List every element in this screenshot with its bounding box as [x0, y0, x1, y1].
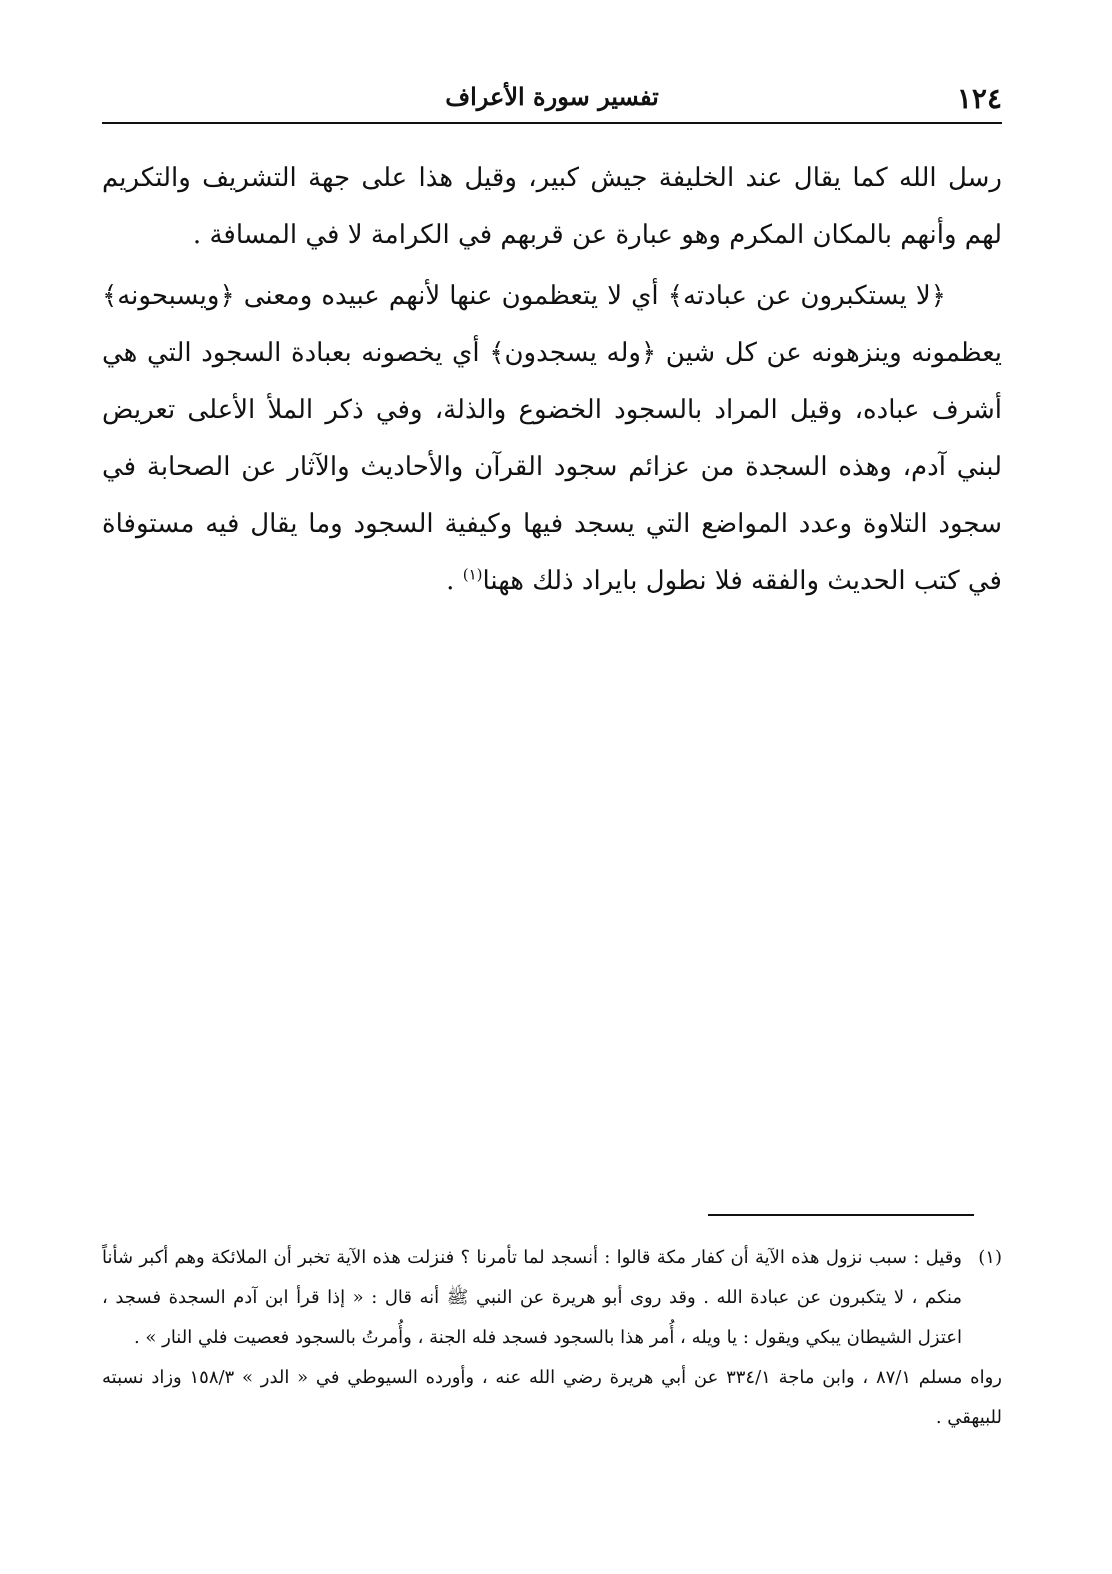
paragraph-2-text: ﴿لا يستكبرون عن عبادته﴾ أي لا يتعظمون عنها لأنهم عبيده ومعنى ﴿ويسبحونه﴾ يعظمونه وينزهونه عن كل شين ﴿وله يسجدون﴾ أي يخصونه بعبادة السجود التي هي أشرف عباده، وقيل المراد بالسجود الخضوع والذلة، وفي ذكر الملأ الأعلى تعريض لبني آدم، وهذه السجدة من عزائم سجود القرآن والأحاديث والآثار عن الصحابة في سجود التلاوة وعدد المواضع التي يسجد فيها وكيفية السجود وما يقال فيه مستوفاة في كتب الحديث والفقه فلا نطول بايراد ذلك ههنا: [102, 281, 1002, 596]
paragraph-2-end: .: [446, 566, 463, 596]
paragraph-1: رسل الله كما يقال عند الخليفة جيش كبير، وقيل هذا على جهة التشريف والتكريم لهم وأنهم بالمكان المكرم وهو عبارة عن قربهم في الكرامة لا في المسافة .: [102, 163, 1002, 250]
running-title: تفسير سورة الأعراف: [445, 82, 659, 111]
footnote-marker: (١): [978, 1247, 1002, 1268]
footnote-reference: (١): [462, 565, 483, 584]
footnote-sources: رواه مسلم ٨٧/١ ، وابن ماجة ٣٣٤/١ عن أبي هريرة رضي الله عنه ، وأورده السيوطي في « الدر » ١٥٨/٣ وزاد نسبته للبيهقي .: [102, 1367, 1002, 1428]
page-number: ١٢٤: [956, 82, 1002, 115]
footnote-1: [102, 1238, 1002, 1358]
footnotes: [102, 1238, 1002, 1438]
page-header: [102, 78, 1002, 122]
paragraph-2: [102, 268, 1002, 610]
main-text: [102, 150, 1002, 610]
footnote-1-text: وقيل : سبب نزول هذه الآية أن كفار مكة قالوا : أنسجد لما تأمرنا ؟ فنزلت هذه الآية تخبر أن الملائكة وهم أكبر شأناً منكم ، لا يتكبرون عن عبادة الله . وقد روى أبو هريرة عن النبي ﷺ أنه قال : « إذا قرأ ابن آدم السجدة فسجد ، اعتزل الشيطان يبكي ويقول : يا ويله ، أُمر هذا بالسجود فسجد فله الجنة ، وأُمرتُ بالسجود فعصيت فلي النار » .: [102, 1247, 962, 1348]
header-rule: [102, 122, 1002, 124]
footnote-separator: [708, 1214, 974, 1216]
